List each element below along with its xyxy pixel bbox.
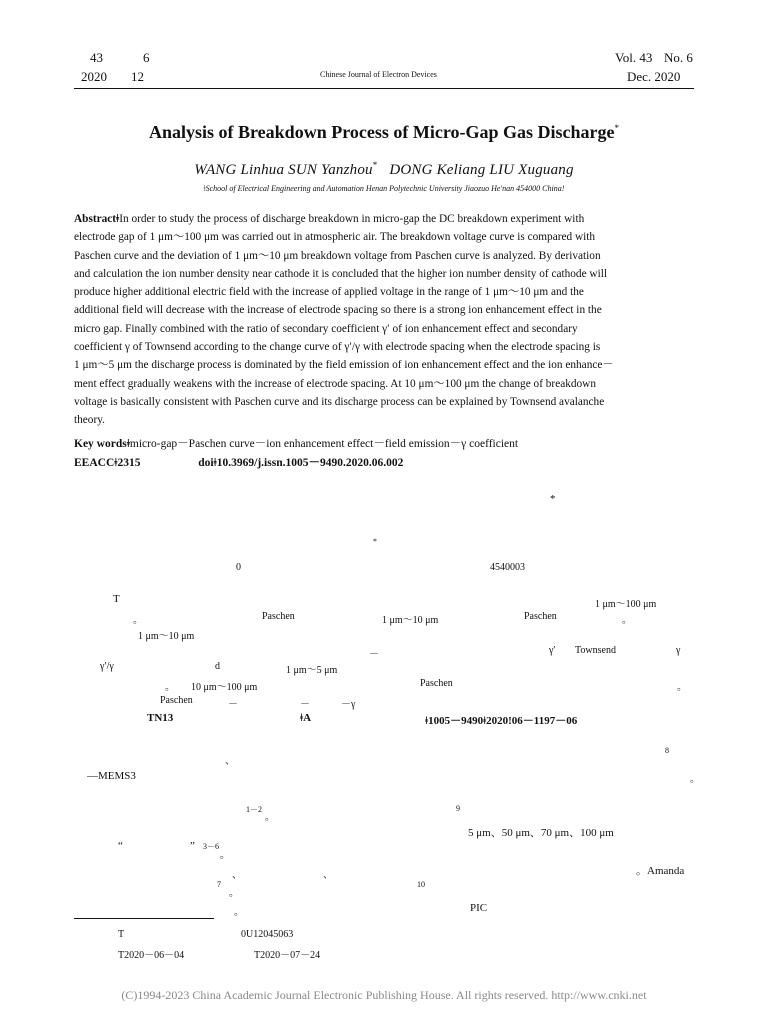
cn-paschen: Paschen [160,695,193,706]
cn-gamma-prime: γ′ [549,645,556,656]
journal-name: Chinese Journal of Electron Devices [320,70,437,79]
received-date: T2020－06－04 [118,950,185,961]
fund-label: T [118,929,125,940]
abstract [74,210,694,430]
cn-range: 1 μm～5 μm [286,665,338,676]
cn-punct: 。 [165,682,175,693]
ref-9: 9 [456,804,460,813]
ref-3-6: 3－6 [203,842,219,851]
year-cn: 2020 [81,69,107,84]
cn-electrode-spacings: 5 μm、50 μm、70 μm、100 μm [468,827,614,839]
cn-pic: PIC [470,902,488,914]
cn-postcode: 4540003 [490,562,525,573]
cn-affil-zero: 0 [236,562,241,573]
keywords: Key wordsǂmicro-gap－Paschen curve－ion enhancement effect－field emission－γ coefficient [74,438,519,450]
issue-en: No. 6 [664,50,693,65]
footnote-rule [74,918,214,919]
ref-7: 7 [217,880,221,889]
article-title: Analysis of Breakdown Process of Micro-Gap Gas Discharge* [149,122,619,142]
cn-author-mark: * [373,537,377,546]
volume-cn: 43 [90,50,103,65]
abstract-line: and calculation the ion number density near cathode it is concluded that the higher ion number density of cathode will [74,267,607,280]
cn-paschen: Paschen [262,611,295,622]
keywords-label: Key wordsǂ [74,438,130,450]
abstract-line: In order to study the process of discharge breakdown in micro-gap the DC breakdown experiment with [119,213,585,225]
cn-d: d [215,661,220,672]
ref-10: 10 [417,880,425,889]
cn-document-code: ǂA [300,712,312,724]
identifiers [74,454,403,470]
cn-amanda: 。Amanda [636,865,685,877]
cn-title-mark: * [550,493,556,505]
ref-8: 8 [665,746,669,755]
cn-range: 1 μm～10 μm [382,615,439,626]
abstract-line: additional field will decrease with the increase of electrode spacing so there is a strong ion enhancement effect in the [74,304,602,317]
abstract-line: voltage is basically consistent with Paschen curve and its discharge process can be explained by Townsend avalanche [74,395,605,408]
fund-number: 0U12045063 [241,929,294,940]
month-cn: 12 [131,69,144,84]
cn-range: 1 μm～10 μm [138,631,195,642]
cn-punct: 。 [133,615,143,626]
cn-range: 10 μm～100 μm [191,682,258,693]
cn-gamma: γ [676,645,681,656]
cn-punct: 。 [265,812,275,823]
cn-punct: 、 [323,870,333,881]
cn-dash: － [369,649,379,660]
cn-townsend: Townsend [575,645,616,656]
volume-en: Vol. 43 [615,50,653,65]
doi: doiǂ10.3969/j.issn.1005－9490.2020.06.002 [198,457,404,469]
cn-punct: 。 [622,615,632,626]
abstract-line: produce higher additional electric field with the increase of applied voltage in the range of 1 μm～10 μm and the [74,286,584,299]
cn-punct: 。 [220,850,230,861]
abstract-line: coefficient γ of Townsend according to the change curve of γ′/γ with electrode spacing when the electrode spacing is [74,341,601,354]
cn-punct: 。 [690,774,700,785]
cn-ratio: γ′/γ [100,661,114,672]
ref-1-2: 1－2 [246,805,262,814]
abstract-label: Abstractǂ [74,213,120,225]
cn-mems: —MEMS3 [87,770,136,782]
cn-paschen: Paschen [524,611,557,622]
affiliation: ǂSchool of Electrical Engineering and Automation Henan Polytechnic University Jiaozuo He'nan 454000 Chinaǃ [203,184,565,193]
cn-quote-close: ” [190,840,195,852]
abstract-line: Paschen curve and the deviation of 1 μm～10 μm breakdown voltage from Paschen curve is analyzed. By derivation [74,249,601,262]
date-en: Dec. 2020 [627,69,681,84]
cn-article-number: ǂ1005－9490ǂ2020ǃ06－1197－06 [425,715,578,727]
abstract-line: electrode gap of 1 μm～100 μm was carried out in atmospheric air. The breakdown voltage curve is compared with [74,231,596,244]
revised-date: T2020－07－24 [254,950,321,961]
cn-punct: 。 [229,888,239,899]
issue-cn: 6 [143,50,150,65]
author-list: WANG Linhua SUN Yanzhou* DONG Keliang LIU Xuguang [194,160,574,178]
cn-dash: － [228,699,238,710]
abstract-line: 1 μm～5 μm the discharge process is dominated by the field emission of ion enhancement effect and the ion enhance－ [74,359,614,372]
cn-punct: 、 [225,756,235,767]
cn-punct: 、 [232,870,242,881]
cn-range: 1 μm～100 μm [595,599,657,610]
cn-dash-gamma: －γ [341,699,356,710]
abstract-line: micro gap. Finally combined with the ratio of secondary coefficient γ′ of ion enhancement effect and secondary [74,322,578,335]
cn-punct: 。 [677,682,687,693]
cn-class-number: TN13 [147,712,174,724]
cn-dash: － [300,699,310,710]
abstract-line: ment effect gradually weakens with the increase of electrode spacing. At 10 μm～100 μm the change of breakdown [74,377,596,390]
cn-abstract-label: T [113,593,120,605]
copyright-footer: (C)1994-2023 China Academic Journal Electronic Publishing House. All rights reserved. http://www.cnki.net [121,988,647,1002]
header-rule [74,88,694,89]
abstract-line: theory. [74,414,105,427]
cn-quote-open: “ [118,840,123,852]
cn-paschen: Paschen [420,678,453,689]
eeacc-code: EEACCǂ2315 [74,457,141,469]
cn-punct: 。 [234,907,244,918]
